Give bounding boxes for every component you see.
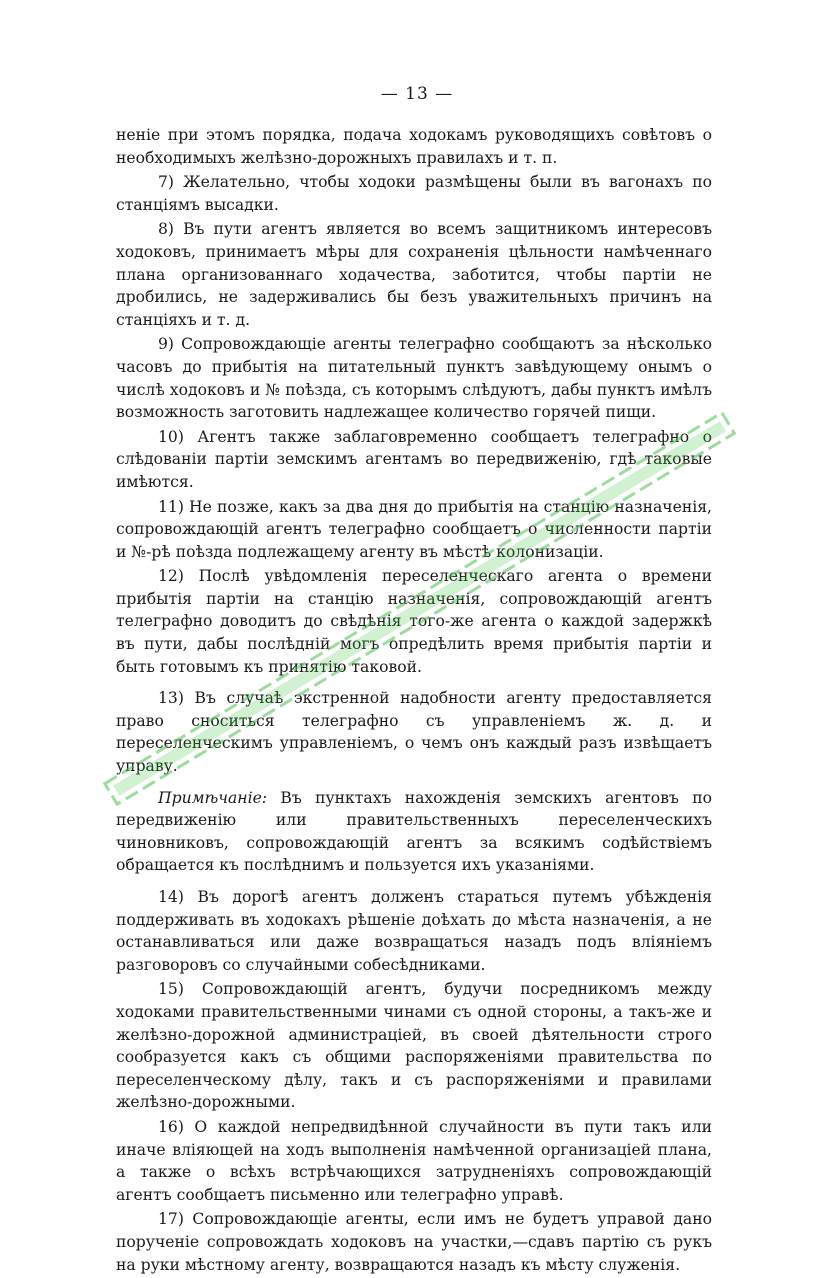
note-label: Примѣчаніе:: [158, 788, 268, 807]
page-number: — 13 —: [380, 84, 454, 104]
paragraph-14: 14) Въ дорогѣ агентъ долженъ стараться путемъ убѣжденія поддерживать въ ходокахъ рѣшеніе доѣхать до мѣста назначенія, а не останавливаться или даже возвращаться назадъ подъ вліяніемъ разговоровъ со случайными собесѣдниками.: [116, 888, 712, 974]
paragraph-7: 7) Желательно, чтобы ходоки размѣщены были въ вагонахъ по станціямъ высадки.: [116, 173, 712, 214]
paragraph-8: 8) Въ пути агентъ является во всемъ защитникомъ интересовъ ходоковъ, принимаетъ мѣры для сохраненія цѣльности намѣченнаго плана организованнаго ходачества, заботится, чтобы партіи не дробились, не задерживались бы безъ уважительныхъ причинъ на станціяхъ и т. д.: [116, 220, 712, 329]
paragraph-12: 12) Послѣ увѣдомленія переселенческаго агента о времени прибытія партіи на станцію назначенія, сопровождающій агентъ телеграфно доводитъ до свѣдѣнія того-же агента о каждой задержкѣ въ пути, дабы послѣдній могъ опредѣлить время прибытія партіи и быть готовымъ къ принятію таковой.: [116, 567, 712, 676]
paragraph-11: 11) Не позже, какъ за два дня до прибытія на станцію назначенія, сопровождающій агентъ телеграфно сообщаетъ о численности партіи и №-рѣ поѣзда подлежащему агенту въ мѣстѣ колонизаціи.: [116, 497, 712, 561]
paragraph-10: 10) Агентъ также заблаговременно сообщаетъ телеграфно о слѣдованіи партіи земскимъ агентамъ во передвиженію, гдѣ таковые имѣются.: [116, 427, 712, 491]
paragraph-16: 16) О каждой непредвидѣнной случайности въ пути такъ или иначе вліяющей на ходъ выполненія намѣченной организаціей плана, а также о всѣхъ встрѣчающихся затрудненіяхъ сопровождающій агентъ сообщаетъ письменно или телеграфно управѣ.: [116, 1117, 712, 1204]
note-text: Въ пунктахъ нахожденія земскихъ агентовъ по передвиженію или правительственныхъ переселенческихъ чиновниковъ, сопровождающій агентъ за всякимъ содѣйствіемъ обращается къ послѣднимъ и пользуется ихъ указаніями.: [116, 788, 712, 875]
body-text: [116, 124, 712, 1278]
paragraph-17: 17) Сопровождающіе агенты, если имъ не будетъ управой дано порученіе сопровождать ходоковъ на участки,—сдавъ партію съ рукъ на руки мѣстному агенту, возвращаются назадъ къ мѣсту служенія.: [116, 1210, 712, 1274]
paragraph-15: 15) Сопровождающій агентъ, будучи посредникомъ между ходоками правительственными чинами съ одной стороны, а такъ-же и желѣзно-дорожной администраціей, въ своей дѣятельности строго сообразуется какъ съ общими распоряженіями правительства по переселенческому дѣлу, такъ и съ распоряженіями и правилами желѣзно-дорожными.: [116, 980, 712, 1112]
paragraph-continuation: неніе при этомъ порядка, подача ходокамъ руководящихъ совѣтовъ о необходимыхъ желѣзно-дорожныхъ правилахъ и т. п.: [116, 126, 712, 167]
paragraph-9: 9) Сопровождающіе агенты телеграфно сообщаютъ за нѣсколько часовъ до прибытія на питательный пунктъ завѣдующему онымъ о числѣ ходоковъ и № поѣзда, съ которымъ слѣдуютъ, дабы пунктъ имѣлъ возможность заготовить надлежащее количество горячей пищи.: [116, 335, 712, 422]
note-paragraph: [116, 787, 712, 877]
paragraph-13: 13) Въ случаѣ экстренной надобности агенту предоставляется право сноситься телеграфно съ управленіемъ ж. д. и переселенческимъ управленіемъ, о чемъ онъ каждый разъ извѣщаетъ управу.: [116, 689, 712, 776]
